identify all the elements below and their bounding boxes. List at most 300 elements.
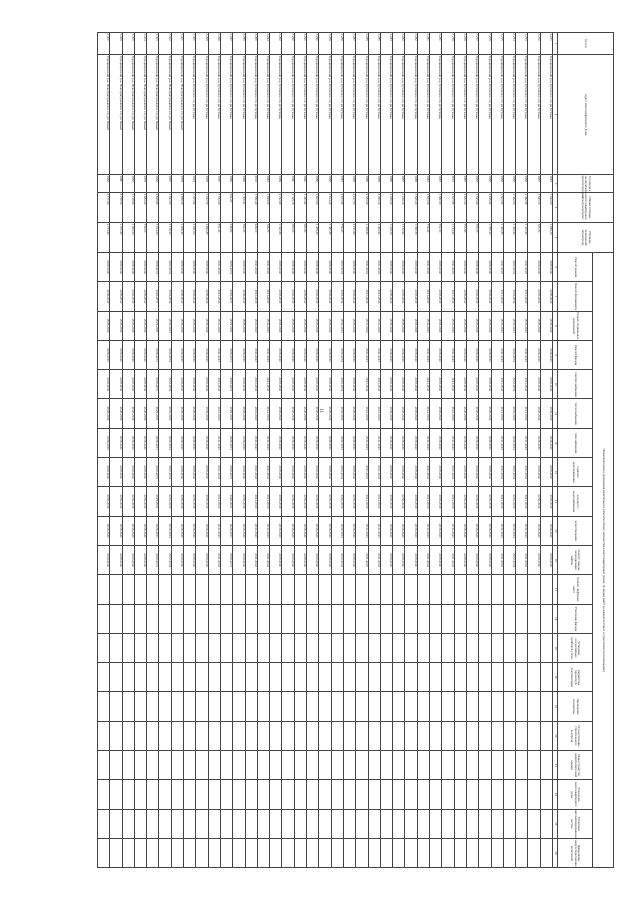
row-number: 3.295: [245, 33, 257, 55]
row-period: 2038-2040: [528, 428, 540, 457]
row-period: 2041-2043: [491, 340, 503, 369]
row-period: 2038-2040: [393, 458, 405, 487]
row-period: 2032-2034: [159, 282, 171, 311]
row-period: 2038-2040: [98, 311, 110, 340]
row-period: 2038-2040: [196, 458, 208, 487]
row-area-total: 2 966,50: [171, 193, 183, 223]
header-col: электроснабжения: [558, 370, 593, 399]
row-period: 2038-2040: [454, 516, 466, 545]
row-period: [319, 692, 331, 721]
row-period: [319, 751, 331, 780]
row-period: 2038-2040: [110, 370, 122, 399]
row-period: [442, 633, 454, 662]
row-period: [442, 604, 454, 633]
row-period: [134, 604, 146, 633]
row-period: [368, 604, 380, 633]
row-period: 2038-2040: [270, 370, 282, 399]
row-number: 3.292: [282, 33, 294, 55]
row-period: [503, 575, 515, 604]
header-col-number: 13: [553, 458, 558, 487]
row-period: 2038-2040: [233, 487, 245, 516]
row-period: [233, 633, 245, 662]
row-period: 2038-2040: [294, 370, 306, 399]
row-period: [405, 809, 417, 838]
row-period: 2029-2031: [220, 399, 232, 428]
row-period: [147, 633, 159, 662]
row-period: 2032-2034: [331, 311, 343, 340]
row-period: 2038-2040: [430, 399, 442, 428]
row-period: 2038-2040: [98, 399, 110, 428]
row-period: 2029-2031: [220, 428, 232, 457]
row-period: 2038-2040: [454, 428, 466, 457]
row-period: [134, 780, 146, 809]
row-period: 2038-2040: [466, 487, 478, 516]
row-period: 2038-2040: [282, 282, 294, 311]
row-period: 2041-2043: [257, 458, 269, 487]
row-period: [479, 838, 491, 867]
row-period: 2038-2040: [454, 282, 466, 311]
row-period: 2038-2040: [454, 458, 466, 487]
row-period: [393, 751, 405, 780]
row-period: [503, 633, 515, 662]
row-period: 2038-2040: [122, 516, 134, 545]
header-col-number: 3: [553, 175, 558, 193]
row-period: 2038-2040: [184, 282, 196, 311]
row-period: 2041-2043: [245, 370, 257, 399]
table-row: [380, 33, 392, 868]
row-period: [294, 838, 306, 867]
row-period: [134, 751, 146, 780]
row-period: [110, 809, 122, 838]
row-period: [466, 838, 478, 867]
header-col: водоотведения: [558, 516, 593, 545]
row-year: 1989: [343, 175, 355, 193]
row-period: 2038-2040: [122, 370, 134, 399]
row-period: [171, 604, 183, 633]
row-number: 3.303: [147, 33, 159, 55]
row-period: [220, 780, 232, 809]
row-period: 2038-2040: [405, 340, 417, 369]
row-period: [159, 692, 171, 721]
row-period: 2029-2031: [147, 487, 159, 516]
row-period: 2038-2040: [122, 253, 134, 282]
row-period: 2032-2034: [331, 340, 343, 369]
row-area-living: 946,10: [245, 223, 257, 253]
row-period: [503, 809, 515, 838]
row-period: [393, 721, 405, 750]
header-col: Ремонт подвальных помещений: [558, 311, 593, 340]
row-period: [98, 838, 110, 867]
row-area-total: 1 522,60: [208, 193, 220, 223]
row-year: 1987: [540, 175, 552, 193]
row-period: 2038-2040: [319, 458, 331, 487]
row-year: 1988: [503, 175, 515, 193]
row-number: 3.297: [220, 33, 232, 55]
row-period: [147, 604, 159, 633]
row-period: 2038-2040: [528, 370, 540, 399]
row-address: Городищенский р-н, Новогригорьевское с/п, рп Новый: [159, 55, 171, 175]
row-period: 2032-2034: [159, 428, 171, 457]
header-col-number: 24: [553, 780, 558, 809]
header-col: Установка автоматизированных систем: [558, 809, 593, 838]
row-period: 2038-2040: [380, 487, 392, 516]
row-period: [417, 692, 429, 721]
row-period: 2038-2040: [540, 545, 552, 574]
row-period: 2038-2040: [122, 340, 134, 369]
row-period: [331, 809, 343, 838]
row-period: 2038-2040: [430, 487, 442, 516]
header-col: Проведение экспертизы: [558, 692, 593, 721]
row-period: [282, 751, 294, 780]
row-period: 2041-2043: [417, 399, 429, 428]
header-col-number: 11: [553, 399, 558, 428]
row-period: [528, 721, 540, 750]
row-period: [245, 721, 257, 750]
row-area-living: 1 318,30: [380, 223, 392, 253]
row-period: 2038-2040: [343, 428, 355, 457]
row-period: [368, 751, 380, 780]
row-period: 2032-2034: [503, 253, 515, 282]
row-period: [405, 633, 417, 662]
row-period: [270, 604, 282, 633]
row-period: [380, 751, 392, 780]
table-row: [454, 33, 466, 868]
row-period: 2038-2040: [233, 282, 245, 311]
row-period: [343, 692, 355, 721]
row-period: 2029-2031: [220, 370, 232, 399]
row-period: [491, 721, 503, 750]
row-period: 2029-2031: [147, 545, 159, 574]
header-col: Ремонт лифтовых шахт: [558, 575, 593, 604]
table-row: [405, 33, 417, 868]
row-year: 1982: [147, 175, 159, 193]
row-period: 2038-2040: [270, 340, 282, 369]
row-period: 2038-2040: [233, 428, 245, 457]
row-address: Городищенский р-н, Бутовское с/п, рп Бутовка: [356, 55, 368, 175]
row-period: [233, 663, 245, 692]
row-period: 2038-2040: [454, 311, 466, 340]
row-period: 2038-2040: [380, 282, 392, 311]
row-period: [430, 604, 442, 633]
row-period: 2038-2040: [430, 282, 442, 311]
row-period: [540, 721, 552, 750]
row-period: [503, 692, 515, 721]
row-period: 2041-2043: [417, 545, 429, 574]
row-period: [393, 809, 405, 838]
row-number: 3.274: [503, 33, 515, 55]
row-period: [171, 663, 183, 692]
row-period: 2041-2043: [368, 458, 380, 487]
row-period: 2041-2043: [417, 340, 429, 369]
header-year: Год ввода в эксплуатацию (реконструкции): [558, 175, 614, 193]
row-period: 2038-2040: [196, 370, 208, 399]
row-period: 2038-2040: [270, 428, 282, 457]
row-period: 2041-2043: [491, 545, 503, 574]
row-period: [257, 604, 269, 633]
row-period: 2038-2040: [233, 253, 245, 282]
row-period: 2038-2040: [184, 428, 196, 457]
row-period: [122, 663, 134, 692]
row-period: [159, 751, 171, 780]
row-period: 2038-2040: [282, 253, 294, 282]
row-period: [503, 751, 515, 780]
row-period: 2041-2043: [257, 340, 269, 369]
row-period: 2038-2040: [294, 516, 306, 545]
row-period: [479, 692, 491, 721]
row-period: [319, 809, 331, 838]
row-period: [528, 663, 540, 692]
row-period: [196, 838, 208, 867]
row-period: 2038-2040: [233, 340, 245, 369]
row-period: 2032-2034: [503, 340, 515, 369]
row-address: Городищенский р-н, Бутовское с/п, рп Бутовка: [257, 55, 269, 175]
row-period: [405, 663, 417, 692]
row-period: [294, 751, 306, 780]
row-year: 1988: [516, 175, 528, 193]
row-period: 2041-2043: [208, 487, 220, 516]
row-period: 2038-2040: [430, 545, 442, 574]
row-period: [184, 838, 196, 867]
row-period: 2038-2040: [122, 399, 134, 428]
row-period: 2041-2043: [208, 428, 220, 457]
header-col-number: 26: [553, 838, 558, 867]
row-period: 2038-2040: [110, 311, 122, 340]
row-number: 3.301: [171, 33, 183, 55]
row-number: 3.298: [208, 33, 220, 55]
row-period: 2038-2040: [405, 487, 417, 516]
row-period: [245, 838, 257, 867]
row-period: 2038-2040: [380, 370, 392, 399]
row-address: Городищенский р-н, Бутовское с/п, рп Бутовка: [479, 55, 491, 175]
row-period: 2041-2043: [257, 516, 269, 545]
row-area-total: 1 663,20: [134, 193, 146, 223]
row-period: 2038-2040: [282, 370, 294, 399]
row-period: 2038-2040: [134, 340, 146, 369]
row-period: 2038-2040: [171, 545, 183, 574]
row-address: Городищенский р-н, Бутовское с/п, рп Бутовка: [454, 55, 466, 175]
row-area-total: 2 047,50: [343, 193, 355, 223]
row-period: 2038-2040: [405, 428, 417, 457]
row-period: [184, 663, 196, 692]
row-period: 2038-2040: [393, 340, 405, 369]
row-period: [294, 633, 306, 662]
row-period: 2032-2034: [159, 399, 171, 428]
row-period: [442, 838, 454, 867]
row-period: 2041-2043: [442, 340, 454, 369]
row-period: 2038-2040: [405, 458, 417, 487]
row-area-total: 2 582,20: [356, 193, 368, 223]
row-period: 2038-2040: [380, 253, 392, 282]
row-period: 2041-2043: [245, 340, 257, 369]
row-year: 1988: [380, 175, 392, 193]
row-period: [516, 751, 528, 780]
row-period: [220, 692, 232, 721]
row-year: 1979: [134, 175, 146, 193]
row-area-total: 3 128,20: [122, 193, 134, 223]
row-year: 1989: [368, 175, 380, 193]
header-col-number: 16: [553, 545, 558, 574]
row-address: Городищенский р-н, Бутовское с/п, рп Бутовка: [503, 55, 515, 175]
row-period: 2038-2040: [171, 340, 183, 369]
row-area-total: 1 649,70: [257, 193, 269, 223]
row-period: [208, 604, 220, 633]
row-year: 1988: [307, 175, 319, 193]
row-period: [319, 838, 331, 867]
row-period: [245, 633, 257, 662]
row-period: [208, 575, 220, 604]
row-period: 2032-2034: [331, 487, 343, 516]
row-period: [233, 692, 245, 721]
row-period: [134, 721, 146, 750]
row-number: 3.288: [331, 33, 343, 55]
row-period: [294, 663, 306, 692]
row-period: 2041-2043: [516, 428, 528, 457]
row-period: 2038-2040: [270, 545, 282, 574]
header-col: Осуществление строительного контроля: [558, 721, 593, 750]
row-period: [134, 663, 146, 692]
row-period: 2041-2043: [368, 311, 380, 340]
row-period: [147, 692, 159, 721]
row-period: [270, 809, 282, 838]
row-period: 2038-2040: [98, 458, 110, 487]
row-period: [257, 633, 269, 662]
row-period: [417, 575, 429, 604]
row-period: [159, 604, 171, 633]
row-period: [257, 809, 269, 838]
row-period: 2038-2040: [294, 399, 306, 428]
row-period: 2038-2040: [122, 545, 134, 574]
table-row: [417, 33, 429, 868]
row-period: 2038-2040: [134, 253, 146, 282]
row-period: [122, 809, 134, 838]
row-period: [122, 721, 134, 750]
row-area-living: 1 343,60: [270, 223, 282, 253]
row-period: 2041-2043: [417, 516, 429, 545]
row-period: 2041-2043: [356, 311, 368, 340]
row-period: [257, 721, 269, 750]
row-period: [516, 721, 528, 750]
row-area-living: 759,20: [331, 223, 343, 253]
table-row: [331, 33, 343, 868]
table-row: [196, 33, 208, 868]
table-row: [282, 33, 294, 868]
row-address: Городищенский р-н, Бутовское с/п, рп Бутовка: [393, 55, 405, 175]
row-year: 1988: [479, 175, 491, 193]
row-period: 2038-2040: [294, 458, 306, 487]
row-period: 2038-2040: [380, 545, 392, 574]
row-period: 2041-2043: [417, 428, 429, 457]
row-period: 2041-2043: [368, 282, 380, 311]
row-period: 2038-2040: [466, 282, 478, 311]
row-period: [319, 780, 331, 809]
row-period: 2038-2040: [528, 516, 540, 545]
row-year: 1978: [171, 175, 183, 193]
table-row: [294, 33, 306, 868]
row-period: 2038-2040: [171, 516, 183, 545]
rotated-table-wrapper: [38, 32, 614, 868]
row-period: 2038-2040: [307, 516, 319, 545]
row-area-living: 1 438,60: [356, 223, 368, 253]
row-period: [196, 780, 208, 809]
row-period: [220, 604, 232, 633]
row-period: 2038-2040: [528, 311, 540, 340]
row-period: [122, 604, 134, 633]
row-period: 2041-2043: [442, 545, 454, 574]
row-period: [393, 575, 405, 604]
row-area-living: 1 614,30: [147, 223, 159, 253]
row-period: [98, 721, 110, 750]
table-row: [159, 33, 171, 868]
row-period: [257, 575, 269, 604]
row-period: [208, 809, 220, 838]
row-period: 2038-2040: [380, 311, 392, 340]
row-period: [307, 780, 319, 809]
row-period: 2038-2040: [405, 311, 417, 340]
row-period: [122, 780, 134, 809]
row-period: [405, 604, 417, 633]
row-period: [171, 838, 183, 867]
header-n-pp: № п/п: [558, 33, 614, 55]
row-period: 2038-2040: [319, 516, 331, 545]
row-period: 2041-2043: [245, 545, 257, 574]
row-period: 2041-2043: [516, 370, 528, 399]
row-area-total: 2 603,90: [491, 193, 503, 223]
row-period: [122, 751, 134, 780]
row-period: [417, 809, 429, 838]
row-period: [307, 604, 319, 633]
row-period: [184, 604, 196, 633]
row-period: 2038-2040: [540, 399, 552, 428]
table-row: [122, 33, 134, 868]
row-period: 2041-2043: [356, 487, 368, 516]
row-area-living: 1 862,80: [196, 223, 208, 253]
row-number: 3.302: [159, 33, 171, 55]
row-period: 2038-2040: [282, 399, 294, 428]
table-row: [540, 33, 552, 868]
row-period: 2038-2040: [343, 516, 355, 545]
row-period: 2029-2031: [220, 516, 232, 545]
row-address: Городищенский р-н, Бутовское с/п, рп Бутовка: [220, 55, 232, 175]
row-period: 2041-2043: [208, 458, 220, 487]
row-period: 2041-2043: [245, 253, 257, 282]
row-period: 2041-2043: [356, 458, 368, 487]
header-address: Адрес многоквартирного дома: [558, 55, 614, 175]
row-period: 2041-2043: [208, 253, 220, 282]
row-period: [466, 633, 478, 662]
row-period: [98, 633, 110, 662]
row-period: 2032-2034: [503, 311, 515, 340]
row-period: 2038-2040: [184, 399, 196, 428]
row-period: 2041-2043: [208, 282, 220, 311]
row-period: 2038-2040: [405, 399, 417, 428]
row-period: [417, 633, 429, 662]
row-period: 2041-2043: [208, 545, 220, 574]
row-period: [405, 780, 417, 809]
row-period: [454, 780, 466, 809]
row-period: [208, 692, 220, 721]
row-address: Городищенский р-н, Бутовское с/п, рп Бутовка: [282, 55, 294, 175]
table-row: [503, 33, 515, 868]
row-period: 2041-2043: [442, 370, 454, 399]
row-period: 2038-2040: [466, 399, 478, 428]
row-area-total: 1 673,80: [442, 193, 454, 223]
row-period: 2038-2040: [282, 487, 294, 516]
row-year: 1987: [466, 175, 478, 193]
table-body: [98, 33, 553, 868]
row-number: 3.278: [454, 33, 466, 55]
row-period: [319, 663, 331, 692]
row-area-living: 851,40: [208, 223, 220, 253]
